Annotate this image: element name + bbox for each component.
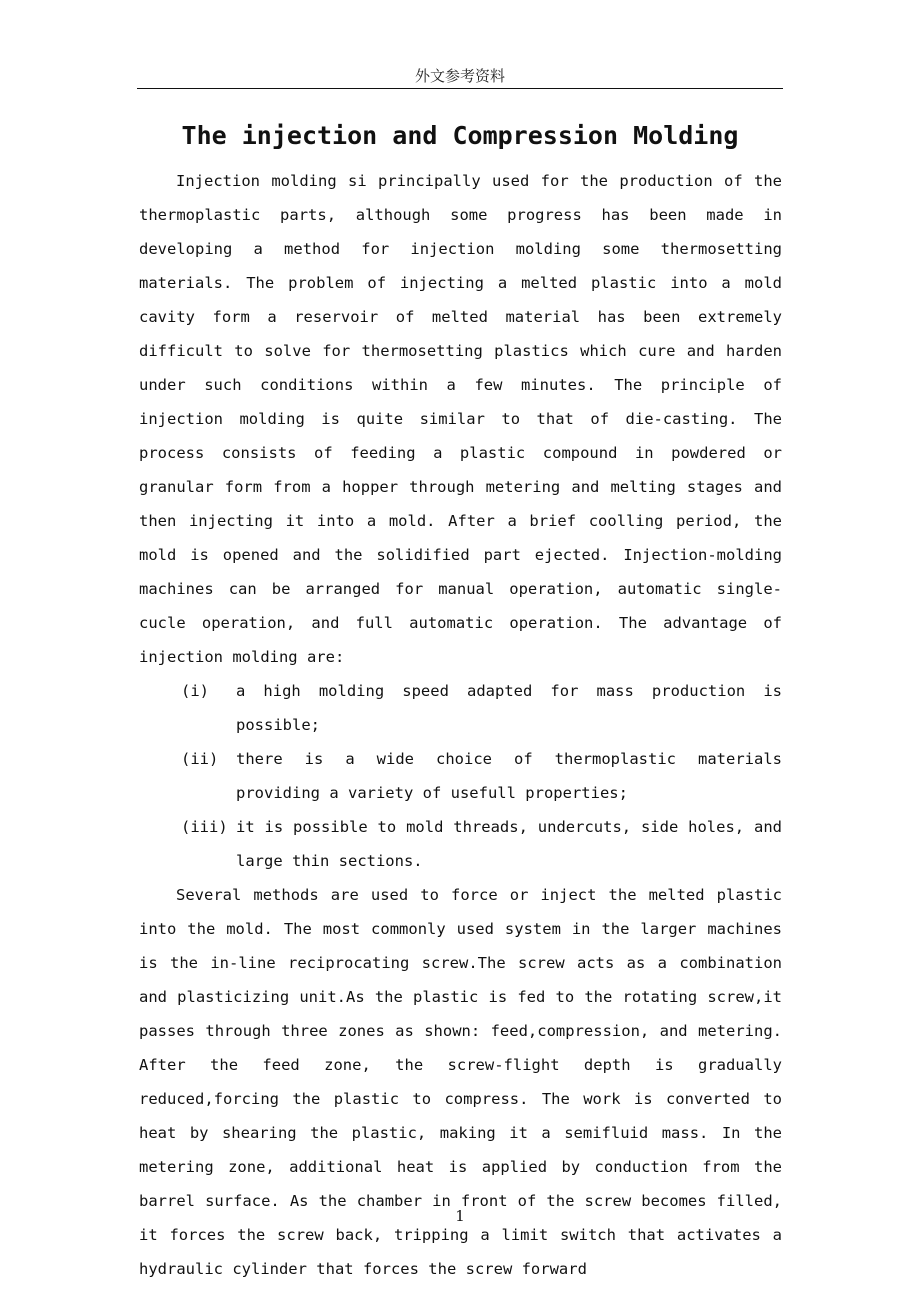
paragraph-screw-methods: Several methods are used to force or inject the melted plastic into the mold. The most commonly used system in the larger machines is the in-line reciprocating screw.The screw acts as a combination and plasticizing unit.As the plastic is fed to the rotating screw,it passes through three zones as shown: feed,compression, and metering. After the feed zone, the screw-flight depth is gradually reduced,forcing the plastic to compress. The work is converted to heat by shearing the plastic, making it a semifluid mass. In the metering zone, additional heat is applied by conduction from the barrel surface. As the chamber in front of the screw becomes filled, it forces the screw back, tripping a limit switch that activates a hydraulic cylinder that forces the screw forward: [139, 886, 782, 1278]
list-item-text: it is possible to mold threads, undercuts, side holes, and large thin sections.: [236, 818, 782, 870]
list-marker: (i): [181, 682, 209, 700]
list-item: [139, 742, 782, 810]
document-body: [139, 164, 782, 1286]
paragraph-injection-molding: Injection molding si principally used for the production of the thermoplastic parts, although some progress has been made in developing a method for injection molding some thermosetting materials. The problem of injecting a melted plastic into a mold cavity form a reservoir of melted material has been extremely difficult to solve for thermosetting plastics which cure and harden under such conditions within a few minutes. The principle of injection molding is quite similar to that of die-casting. The process consists of feeding a plastic compound in powdered or granular form from a hopper through metering and melting stages and then injecting it into a mold. After a brief coolling period, the mold is opened and the solidified part ejected. Injection-molding machines can be arranged for manual operation, automatic single-cucle operation, and full automatic operation. The advantage of injection molding are:: [139, 172, 782, 666]
list-item-text: a high molding speed adapted for mass production is possible;: [236, 682, 782, 734]
list-marker: (ii): [181, 750, 219, 768]
list-item: [139, 810, 782, 878]
list-marker: (iii): [181, 818, 228, 836]
page-number: 1: [455, 1207, 465, 1225]
list-item: [139, 674, 782, 742]
advantages-list: [139, 674, 782, 878]
header-rule: [137, 88, 783, 89]
list-item-text: there is a wide choice of thermoplastic materials providing a variety of usefull properties;: [236, 750, 782, 802]
document-title: The injection and Compression Molding: [181, 121, 739, 150]
running-header: 外文参考资料: [414, 67, 505, 85]
